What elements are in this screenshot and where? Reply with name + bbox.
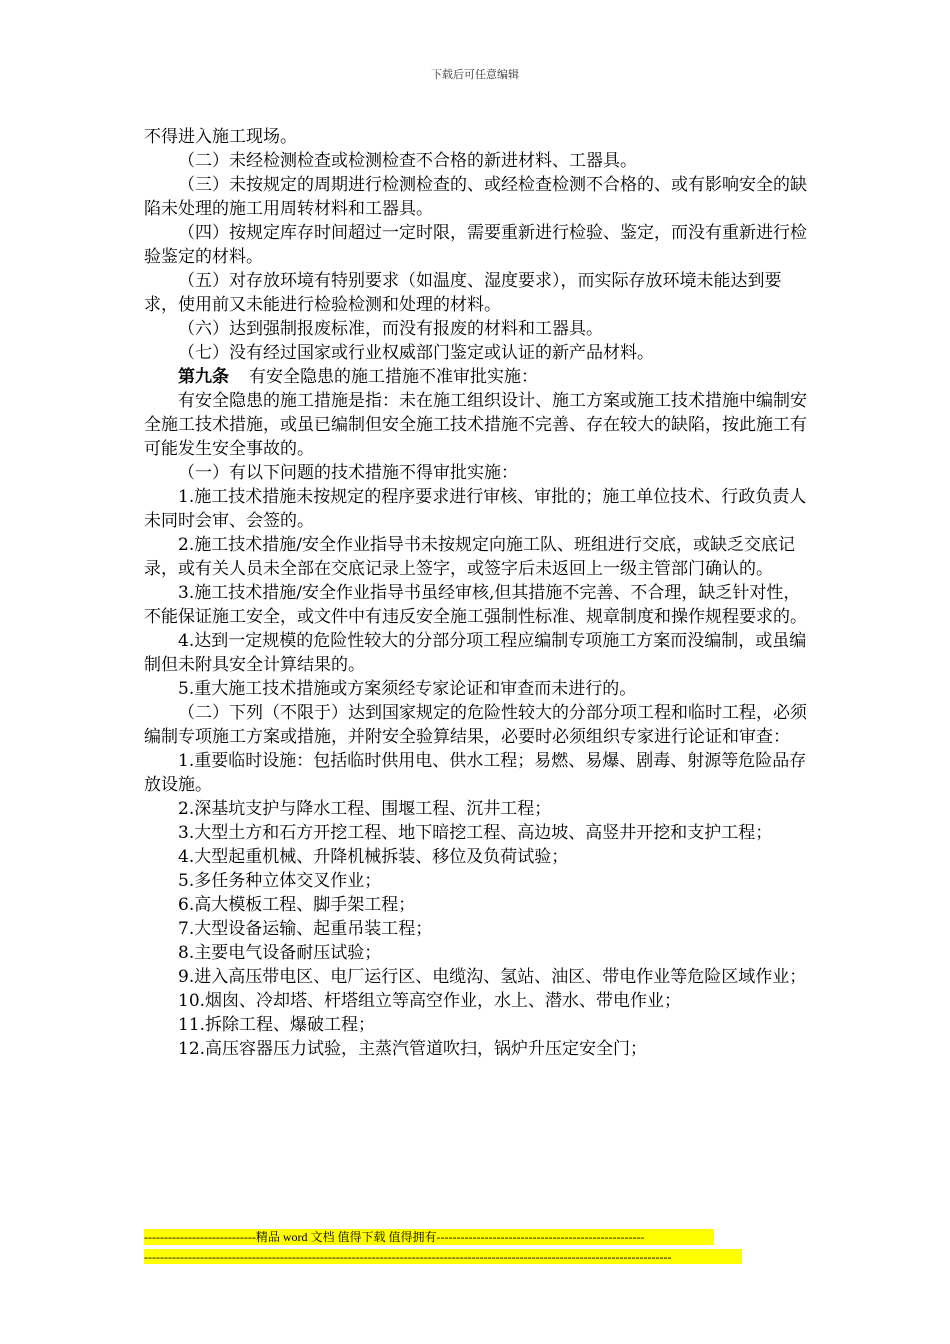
list-item: 11.拆除工程、爆破工程； — [178, 1015, 376, 1035]
article-title: 有安全隐患的施工措施不准审批实施： — [249, 367, 538, 387]
list-item: 5.多任务种立体交叉作业； — [178, 871, 382, 891]
article-label: 第九条 — [178, 367, 229, 387]
list-item: 1.重要临时设施：包括临时供用电、供水工程；易燃、易爆、剧毒、射源等危险品存放设施。 — [144, 751, 807, 795]
list-item: 12.高压容器压力试验，主蒸汽管道吹扫，锅炉升压定安全门； — [178, 1039, 648, 1059]
list-item: 4.大型起重机械、升降机械拆装、移位及负荷试验； — [178, 847, 569, 867]
list-item: 6.高大模板工程、脚手架工程； — [178, 895, 416, 915]
paragraph: （五）对存放环境有特别要求（如温度、湿度要求），而实际存放环境未能达到要求，使用前又未能进行检验检测和处理的材料。 — [144, 271, 782, 315]
paragraph: （二）未经检测检查或检测检查不合格的新进材料、工器具。 — [178, 151, 637, 171]
paragraph: （四）按规定库存时间超过一定时限，需要重新进行检验、鉴定，而没有重新进行检验鉴定的材料。 — [144, 223, 807, 267]
list-item: 5.重大施工技术措施或方案须经专家论证和审查而未进行的。 — [178, 679, 637, 699]
footer-banner: ----------------------------精品 word 文档 值得下载 值得拥有---------------------------------------------------- — [144, 1229, 714, 1245]
list-item: 4.达到一定规模的危险性较大的分部分项工程应编制专项施工方案而没编制，或虽编制但未附具安全计算结果的。 — [144, 631, 807, 675]
paragraph: （二）下列（不限于）达到国家规定的危险性较大的分部分项工程和临时工程，必须编制专项施工方案或措施，并附安全验算结果，必要时必须组织专家进行论证和审查： — [144, 703, 807, 747]
list-item: 3.大型土方和石方开挖工程、地下暗挖工程、高边坡、高竖井开挖和支护工程； — [178, 823, 773, 843]
page-footer — [144, 1229, 744, 1264]
document-body — [144, 125, 810, 1061]
list-item: 10.烟囱、冷却塔、杆塔组立等高空作业，水上、潜水、带电作业； — [178, 991, 682, 1011]
paragraph: （三）未按规定的周期进行检测检查的、或经检查检测不合格的、或有影响安全的缺陷未处理的施工用周转材料和工器具。 — [144, 175, 807, 219]
list-item: 1.施工技术措施未按规定的程序要求进行审核、审批的；施工单位技术、行政负责人未同时会审、会签的。 — [144, 487, 807, 531]
list-item: 7.大型设备运输、起重吊装工程； — [178, 919, 433, 939]
list-item: 9.进入高压带电区、电厂运行区、电缆沟、氢站、油区、带电作业等危险区域作业； — [178, 967, 807, 987]
paragraph: （七）没有经过国家或行业权威部门鉴定或认证的新产品材料。 — [178, 343, 654, 363]
footer-divider: ------------------------------------------------------------------------------------------------------------------------------------ — [144, 1249, 742, 1264]
paragraph: （一）有以下问题的技术措施不得审批实施： — [178, 463, 518, 483]
list-item: 8.主要电气设备耐压试验； — [178, 943, 382, 963]
paragraph: 不得进入施工现场。 — [144, 127, 297, 147]
paragraph: （六）达到强制报废标准，而没有报废的材料和工器具。 — [178, 319, 603, 339]
article-heading — [144, 365, 810, 389]
list-item: 2.施工技术措施/安全作业指导书未按规定向施工队、班组进行交底，或缺乏交底记录，或有关人员未全部在交底记录上签字，或签字后未返回上一级主管部门确认的。 — [144, 535, 795, 579]
page-header: 下载后可任意编辑 — [431, 68, 519, 81]
list-item: 2.深基坑支护与降水工程、围堰工程、沉井工程； — [178, 799, 552, 819]
list-item: 3.施工技术措施/安全作业指导书虽经审核,但其措施不完善、不合理，缺乏针对性，不能保证施工安全，或文件中有违反安全施工强制性标准、规章制度和操作规程要求的。 — [144, 583, 807, 627]
paragraph: 有安全隐患的施工措施是指：未在施工组织设计、施工方案或施工技术措施中编制安全施工技术措施，或虽已编制但安全施工技术措施不完善、存在较大的缺陷，按此施工有可能发生安全事故的。 — [144, 391, 807, 459]
